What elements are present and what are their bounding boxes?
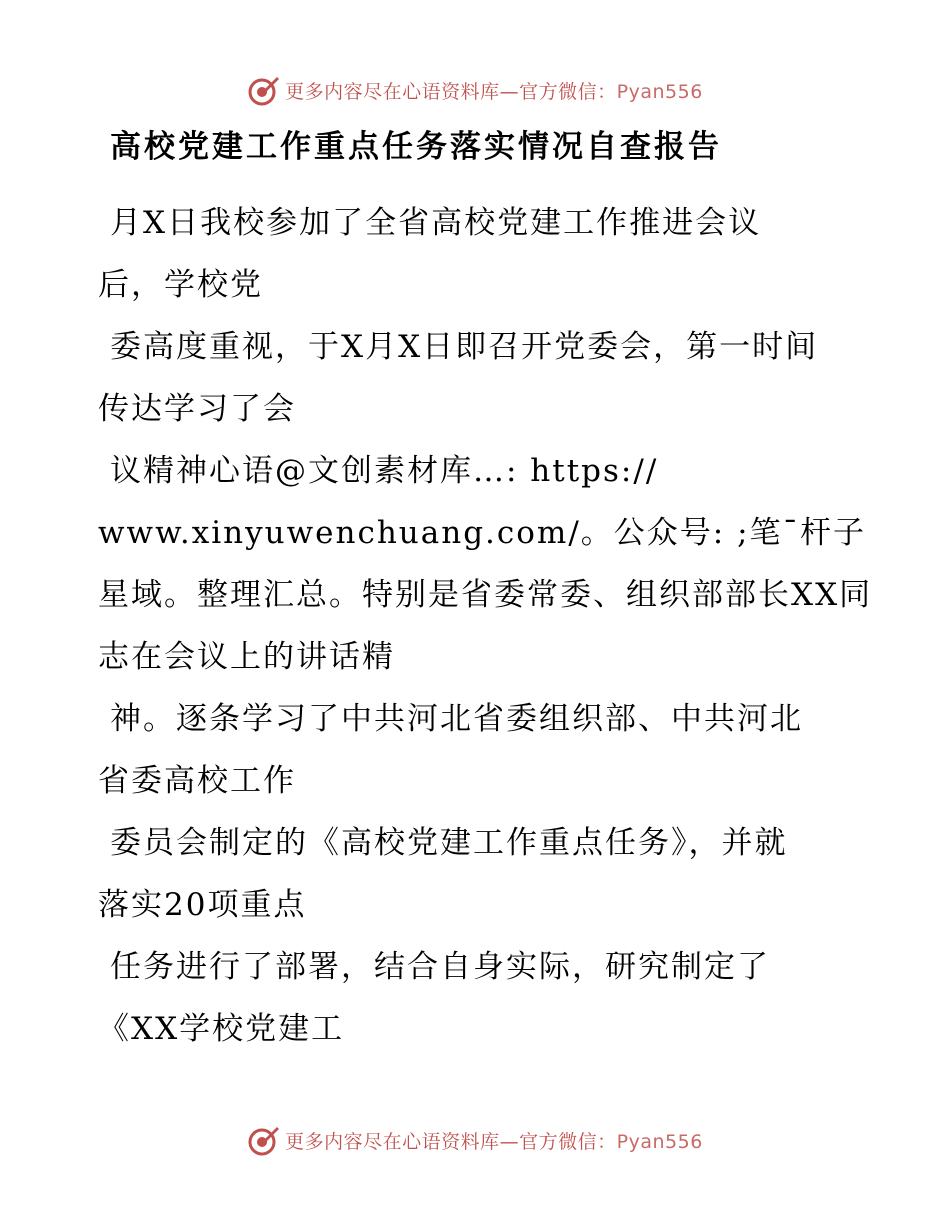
header-watermark-handle: Pyan556 <box>616 80 703 103</box>
paragraph-3-first-line: 议精神心语@文创素材库…: https:// <box>110 453 659 489</box>
paragraph-6 <box>98 936 878 1060</box>
paragraph-6-rest: 《XX学校党建工 <box>98 1011 345 1047</box>
header-watermark-main: 更多内容尽在心语资料库—官方微信： <box>285 80 617 103</box>
footer-watermark-main: 更多内容尽在心语资料库—官方微信： <box>285 1130 617 1153</box>
footer-watermark-handle: Pyan556 <box>616 1130 703 1153</box>
paragraph-2 <box>98 316 878 440</box>
pen-logo-icon <box>247 1123 281 1157</box>
paragraph-4 <box>98 688 878 812</box>
paragraph-1 <box>98 192 878 316</box>
paragraph-4-rest: 省委高校工作 <box>98 763 296 799</box>
paragraph-2-first-line: 委高度重视，于X月X日即召开党委会，第一时间 <box>110 329 819 365</box>
document-body <box>98 124 878 1060</box>
document-title: 高校党建工作重点任务落实情况自查报告 <box>110 129 722 165</box>
pen-logo-icon <box>247 73 281 107</box>
footer-watermark-banner <box>0 1120 950 1160</box>
header-watermark-banner <box>0 70 950 110</box>
paragraph-1-rest: 后，学校党 <box>98 267 263 303</box>
paragraph-3-rest: www.xinyuwenchuang.com/。公众号: ;笔¯杆子星域。整理汇总。特别是省委常委、组织部部长XX同志在会议上的讲话精 <box>98 515 873 675</box>
header-watermark-text <box>285 77 703 104</box>
paragraph-2-rest: 传达学习了会 <box>98 391 296 427</box>
paragraph-5 <box>98 812 878 936</box>
paragraph-6-first-line: 任务进行了部署，结合自身实际，研究制定了 <box>110 949 770 985</box>
paragraph-5-rest: 落实20项重点 <box>98 887 307 923</box>
paragraph-5-first-line: 委员会制定的《高校党建工作重点任务》，并就 <box>110 825 788 861</box>
paragraph-4-first-line: 神。逐条学习了中共河北省委组织部、中共河北 <box>110 701 803 737</box>
paragraph-3 <box>98 440 878 688</box>
footer-watermark-text <box>285 1127 703 1154</box>
paragraph-1-first-line: 月X日我校参加了全省高校党建工作推进会议 <box>110 205 762 241</box>
